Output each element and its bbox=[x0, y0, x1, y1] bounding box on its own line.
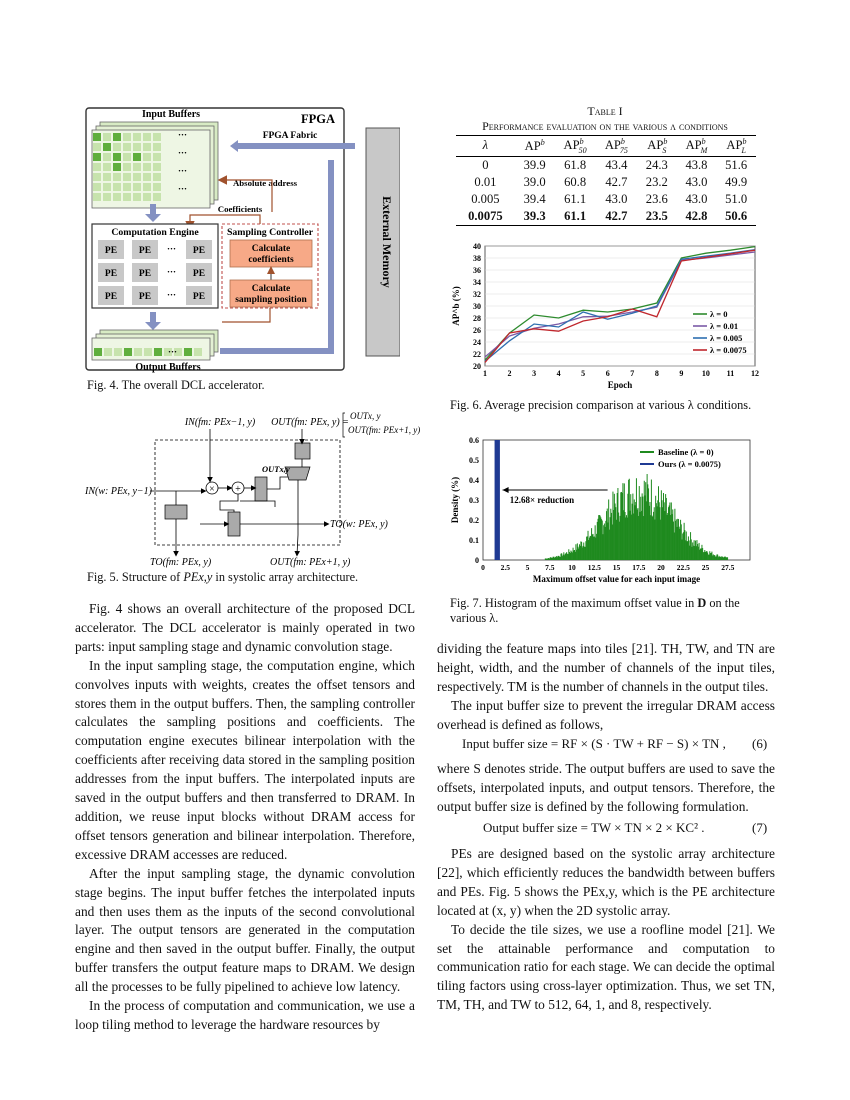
svg-text:IN(fm: PEx−1, y): IN(fm: PEx−1, y) bbox=[184, 417, 256, 428]
pe-block: PE bbox=[104, 292, 118, 302]
svg-text:···: ··· bbox=[178, 184, 188, 194]
y-tick-label: 24 bbox=[473, 338, 481, 347]
table-cell: 0.005 bbox=[471, 191, 500, 206]
table-header-cell: $AP^b_{75}$ bbox=[604, 137, 628, 155]
annotation-label: 12.68× reduction bbox=[509, 495, 575, 505]
table-cell: 43.4 bbox=[605, 157, 628, 172]
x-tick-label: 7 bbox=[630, 369, 635, 378]
y-tick-label: 26 bbox=[473, 326, 481, 335]
table-cell: 50.6 bbox=[725, 208, 748, 223]
absolute-address-label: Absolute address bbox=[232, 178, 298, 188]
y-tick-label: 0.2 bbox=[469, 516, 479, 525]
table-cell: 51.0 bbox=[725, 191, 748, 206]
svg-text:IN(w: PEx, y−1): IN(w: PEx, y−1) bbox=[85, 486, 153, 497]
y-tick-label: 40 bbox=[473, 242, 481, 251]
x-tick-label: 25 bbox=[701, 563, 710, 572]
y-tick-label: 0.1 bbox=[469, 536, 479, 545]
table-cell: 43.8 bbox=[685, 157, 708, 172]
svg-text:···: ··· bbox=[178, 166, 188, 176]
table-cell: 61.8 bbox=[564, 157, 587, 172]
table-header-cell: $AP^b_M$ bbox=[685, 137, 708, 155]
sampling-controller-label: Sampling Controller bbox=[226, 227, 314, 238]
table-row bbox=[456, 191, 756, 208]
table-header-cell: $AP^b_L$ bbox=[726, 137, 747, 155]
svg-text:···: ··· bbox=[167, 267, 177, 277]
y-axis-label: Density (%) bbox=[450, 476, 460, 524]
y-tick-label: 34 bbox=[473, 278, 481, 287]
equation-7-number: (7) bbox=[752, 820, 768, 835]
x-tick-label: 5 bbox=[581, 369, 586, 378]
table-header-cell: $AP^b_{50}$ bbox=[563, 137, 587, 155]
output-buffers-label: Output Buffers bbox=[135, 362, 201, 373]
computation-engine-label: Computation Engine bbox=[111, 227, 199, 238]
fig4-caption: Fig. 4. The overall DCL accelerator. bbox=[87, 378, 265, 392]
table-row bbox=[456, 156, 756, 174]
output-buffer-stack bbox=[92, 330, 218, 360]
x-tick-label: 15 bbox=[612, 563, 621, 572]
y-tick-label: 0.4 bbox=[469, 476, 479, 485]
table-cell: 43.0 bbox=[685, 174, 708, 189]
equation-6: Input buffer size = RF × (S · TW + RF − S) × TN , bbox=[462, 736, 726, 751]
legend-label: λ = 0 bbox=[710, 309, 728, 319]
svg-text:OUT(fm: PEx+1, y): OUT(fm: PEx+1, y) bbox=[348, 425, 420, 435]
external-memory-label: External Memory bbox=[380, 196, 394, 288]
y-axis-label: AP^b (%) bbox=[451, 286, 461, 326]
left-column-text: Fig. 4 shows an overall architecture of the proposed DCL accelerator. The DCL accelerator is mainly operated in two parts: input sampling stage and dynamic convolution stage. In the input sampling stage, the computation engine, which convolves inputs with weights, creates the offset tensors and stores them in the output buffers. Then, the sampling controller calculates the sampling positions and coefficients. The computation engine executes bilinear interpolation with the coefficients after receiving data stored in the sampling position addresses from the input buffers. The interpolated inputs are saved in the output buffers and then transferred to DRAM. In addition, we reuse input blocks without DRAM access for offset tensors generation and bilinear interpolation. Therefore, excessive DRAM accesses are reduced. After the input sampling stage, the dynamic convolution stage begins. The input buffer fetches the interpolated inputs and then uses them as the inputs of the second convolutional layer. The output tensors are generated in the computation engine and then saved in the output buffer. Finally, the output buffer transfers the output feature maps to DRAM. We design all the processes to be fully pipelined to achieve low latency. In the process of computation and communication, we use a loop tiling method to leverage the hardware resources by bbox=[75, 601, 415, 1032]
legend-label: Ours (λ = 0.0075) bbox=[658, 459, 721, 469]
svg-text:Calculate: Calculate bbox=[251, 284, 291, 294]
legend-label: λ = 0.005 bbox=[710, 333, 743, 343]
table-cell: 23.5 bbox=[645, 208, 668, 223]
svg-text:×: × bbox=[209, 484, 215, 495]
svg-text:···: ··· bbox=[178, 130, 188, 140]
x-tick-label: 2.5 bbox=[500, 563, 510, 572]
equation-6-number: (6) bbox=[752, 736, 768, 751]
input-buffers-label: Input Buffers bbox=[141, 109, 201, 120]
y-tick-label: 0.5 bbox=[469, 456, 479, 465]
svg-text:+: + bbox=[235, 484, 241, 495]
fig6-ap-line-chart bbox=[445, 238, 765, 396]
x-axis-label: Maximum offset value for each input image bbox=[532, 574, 701, 584]
svg-text:TO(w: PEx, y): TO(w: PEx, y) bbox=[330, 519, 388, 530]
x-tick-label: 7.5 bbox=[545, 563, 555, 572]
x-tick-label: 12 bbox=[751, 369, 759, 378]
fig5-caption: Fig. 5. Structure of PEx,y in systolic array architecture. bbox=[87, 570, 359, 584]
pe-block: PE bbox=[104, 269, 118, 279]
svg-text:Calculate: Calculate bbox=[251, 244, 291, 254]
y-tick-label: 32 bbox=[473, 290, 481, 299]
svg-text:coefficients: coefficients bbox=[248, 255, 294, 265]
pe-block: PE bbox=[104, 246, 118, 256]
svg-text:sampling position: sampling position bbox=[235, 295, 307, 305]
y-tick-label: 0.6 bbox=[469, 436, 479, 445]
table-cell: 60.8 bbox=[564, 174, 587, 189]
pe-block: PE bbox=[192, 246, 206, 256]
y-tick-label: 28 bbox=[473, 314, 481, 323]
legend-label: λ = 0.01 bbox=[710, 321, 739, 331]
x-tick-label: 8 bbox=[654, 369, 659, 378]
table-cell: 51.6 bbox=[725, 157, 748, 172]
x-tick-label: 10 bbox=[701, 369, 710, 378]
pe-block: PE bbox=[138, 246, 152, 256]
x-axis-label: Epoch bbox=[607, 380, 633, 390]
x-tick-label: 10 bbox=[568, 563, 576, 572]
table-cell: 39.0 bbox=[523, 174, 546, 189]
table-cell: 39.9 bbox=[523, 157, 546, 172]
pe-block: PE bbox=[138, 269, 152, 279]
table-cell: 49.9 bbox=[725, 174, 748, 189]
svg-text:···: ··· bbox=[167, 290, 177, 300]
table-cell: 23.6 bbox=[645, 191, 668, 206]
table-title: Table I bbox=[587, 104, 623, 118]
table-cell: 0.01 bbox=[474, 174, 497, 189]
table-header-cell: λ bbox=[482, 138, 489, 153]
table-cell: 42.7 bbox=[605, 208, 628, 223]
legend-label: Baseline (λ = 0) bbox=[658, 447, 714, 457]
table-cell: 39.3 bbox=[523, 208, 546, 223]
svg-text:OUTx,y: OUTx,y bbox=[262, 464, 290, 474]
x-tick-label: 27.5 bbox=[721, 563, 735, 572]
table-cell: 24.3 bbox=[645, 157, 668, 172]
histogram-bar-ours bbox=[495, 440, 500, 560]
right-column-text: dividing the feature maps into tiles [21]. TH, TW, and TN are height, width, and the number of channels of the input tiles, respectively. TM is the number of channels in the output tiles. The input buffer size to prevent the irregular DRAM access overhead is defined as follows, bbox=[437, 641, 775, 732]
table-cell: 0.0075 bbox=[468, 208, 503, 223]
x-tick-label: 12.5 bbox=[587, 563, 601, 572]
table-cell: 42.7 bbox=[605, 174, 628, 189]
y-tick-label: 0 bbox=[475, 556, 479, 565]
x-tick-label: 1 bbox=[483, 369, 487, 378]
fpga-label: FPGA bbox=[300, 112, 336, 126]
right-column-text-3: PEs are designed based on the systolic array architecture [22], which efficiently reduces the bandwidth between buffers and PEs. Fig. 5 shows the PEx,y, which is the PE architecture located at (x, y) when the 2D systolic array. To decide the tile sizes, we use a roofline model [21]. We set the attainable performance and computation to communication ratio for each stage. We can decide the optimal tiling factors using cross-layer optimization. Thus, we set TN, TM, TH, and TW to 512, 64, 1, and 8, respectively. bbox=[437, 846, 775, 1013]
table-row bbox=[456, 174, 756, 191]
table-cell: 39.4 bbox=[523, 191, 546, 206]
fig4-accelerator-diagram bbox=[80, 100, 400, 380]
x-tick-label: 22.5 bbox=[676, 563, 690, 572]
fig7-offset-histogram bbox=[445, 432, 765, 590]
fig5-pe-diagram bbox=[80, 405, 420, 570]
svg-text:···: ··· bbox=[178, 148, 188, 158]
y-tick-label: 36 bbox=[473, 266, 481, 275]
right-column-text-2: where S denotes stride. The output buffers are used to save the offsets, interpolated inputs, and output tensors. Therefore, the output buffer size is defined by the following formulation. bbox=[437, 761, 775, 814]
svg-text:TO(fm: PEx, y): TO(fm: PEx, y) bbox=[150, 557, 212, 568]
table-subtitle: Performance evaluation on the various λ conditions bbox=[482, 119, 728, 133]
table-header-cell: $AP^b_S$ bbox=[647, 137, 668, 155]
table-row bbox=[456, 208, 756, 226]
table-cell: 42.8 bbox=[685, 208, 708, 223]
legend-label: λ = 0.0075 bbox=[710, 345, 747, 355]
pe-grid bbox=[98, 240, 212, 305]
table-header-cell: $AP^b$ bbox=[524, 137, 545, 153]
svg-text:OUT(fm: PEx+1, y): OUT(fm: PEx+1, y) bbox=[270, 557, 351, 568]
input-buffer-stack bbox=[92, 122, 218, 208]
x-tick-label: 6 bbox=[605, 369, 610, 378]
fig7-caption: Fig. 7. Histogram of the maximum offset value in D on the various λ. bbox=[450, 596, 740, 625]
table-cell: 23.2 bbox=[645, 174, 668, 189]
pe-block: PE bbox=[138, 292, 152, 302]
pe-block: PE bbox=[192, 269, 206, 279]
table-cell: 43.0 bbox=[685, 191, 708, 206]
equation-7: Output buffer size = TW × TN × 2 × KC² . bbox=[483, 820, 705, 835]
x-tick-label: 3 bbox=[532, 369, 537, 378]
table-cell: 43.0 bbox=[605, 191, 628, 206]
x-tick-label: 2 bbox=[507, 369, 512, 378]
y-tick-label: 22 bbox=[473, 350, 481, 359]
fpga-fabric-label: FPGA Fabric bbox=[262, 131, 318, 141]
coefficients-label: Coefficients bbox=[217, 204, 263, 214]
table-cell: 0 bbox=[482, 157, 489, 172]
x-tick-label: 20 bbox=[657, 563, 665, 572]
x-tick-label: 5 bbox=[525, 563, 530, 572]
fig6-caption: Fig. 6. Average precision comparison at various λ conditions. bbox=[450, 398, 752, 412]
pe-block: PE bbox=[192, 292, 206, 302]
svg-text:···: ··· bbox=[167, 244, 177, 254]
svg-text:OUT(fm: PEx, y) =: OUT(fm: PEx, y) = bbox=[271, 417, 349, 428]
x-tick-label: 4 bbox=[556, 369, 561, 378]
x-tick-label: 11 bbox=[726, 369, 735, 378]
performance-table bbox=[456, 135, 756, 226]
y-tick-label: 38 bbox=[473, 254, 481, 263]
x-tick-label: 9 bbox=[679, 369, 684, 378]
svg-text:···: ··· bbox=[168, 347, 178, 357]
table-cell: 61.1 bbox=[564, 191, 587, 206]
y-tick-label: 0.3 bbox=[469, 496, 479, 505]
y-tick-label: 20 bbox=[473, 362, 481, 371]
table-cell: 61.1 bbox=[564, 208, 587, 223]
x-tick-label: 17.5 bbox=[632, 563, 646, 572]
y-tick-label: 30 bbox=[473, 302, 481, 311]
x-tick-label: 0 bbox=[481, 563, 485, 572]
svg-text:OUTx, y: OUTx, y bbox=[350, 411, 381, 421]
